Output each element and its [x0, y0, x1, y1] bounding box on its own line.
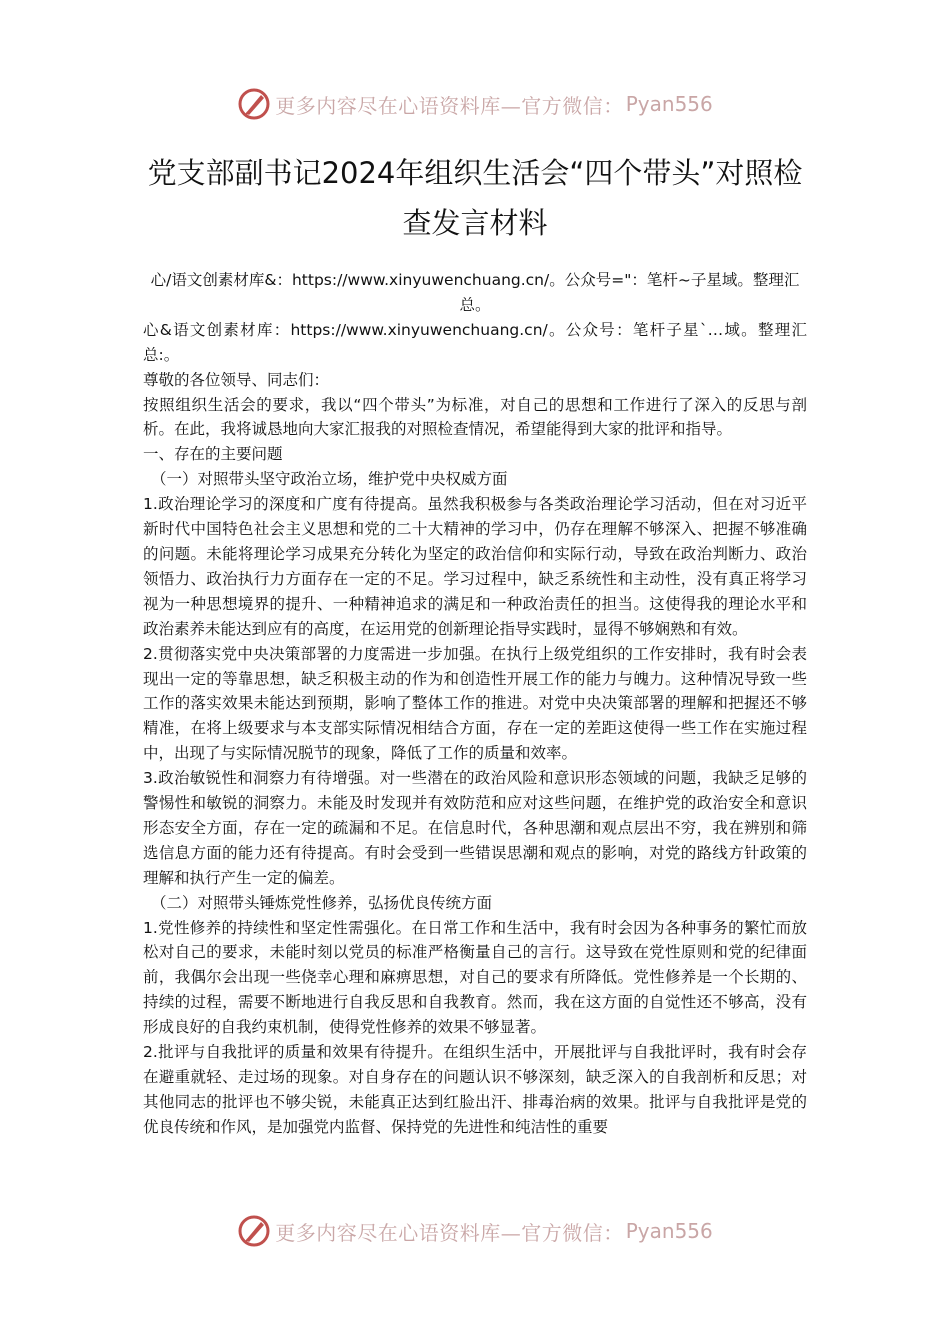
- header-watermark-banner: [0, 84, 950, 124]
- paragraph: 2.贯彻落实党中央决策部署的力度需进一步加强。在执行上级党组织的工作安排时，我有时会表现出一定的等靠思想，缺乏积极主动的作为和创造性开展工作的能力与魄力。这种情况导致一些工作的落实效果未能达到预期，影响了整体工作的推进。对党中央决策部署的理解和把握还不够精准，在将上级要求与本支部实际情况相结合方面，存在一定的差距这使得一些工作在实施过程中，出现了与实际情况脱节的现象，降低了工作的质量和效率。: [143, 644, 807, 763]
- document-body: [143, 268, 807, 1140]
- paragraph: 2.批评与自我批评的质量和效果有待提升。在组织生活中，开展批评与自我批评时，我有时会存在避重就轻、走过场的现象。对自身存在的问题认识不够深刻，缺乏深入的自我剖析和反思；对其他同志的批评也不够尖锐，未能真正达到红脸出汗、排毒治病的效果。批评与自我批评是党的优良传统和作风，是加强党内监督、保持党的先进性和纯洁性的重要: [143, 1043, 807, 1136]
- document-title: 党支部副书记2024年组织生活会“四个带头”对照检查发言材料: [147, 156, 803, 240]
- banner-text: 更多内容尽在心语资料库—官方微信：: [275, 1220, 624, 1245]
- source-line: 心&语文创素材库：https://www.xinyuwenchuang.cn/。公众号：笔杆子星`…域。整理汇总:。: [143, 320, 807, 364]
- banner-wechat-id: Pyan556: [625, 92, 713, 116]
- intro-paragraph: 按照组织生活会的要求，我以“四个带头”为标准，对自己的思想和工作进行了深入的反思与剖析。在此，我将诚恳地向大家汇报我的对照检查情况，希望能得到大家的批评和指导。: [143, 395, 807, 439]
- feather-pen-logo-icon: [237, 87, 271, 121]
- subsection-heading: （一）对照带头坚守政治立场，维护党中央权威方面: [151, 470, 508, 489]
- banner-text: 更多内容尽在心语资料库—官方微信：: [275, 93, 624, 118]
- section-heading: 一、存在的主要问题: [143, 445, 283, 464]
- source-line: 心/语文创素材库&：https://www.xinyuwenchuang.cn/。公众号="：笔杆~子星域。整理汇总。: [150, 271, 800, 314]
- paragraph: 1.政治理论学习的深度和广度有待提高。虽然我积极参与各类政治理论学习活动，但在对习近平新时代中国特色社会主义思想和党的二十大精神的学习中，仍存在理解不够深入、把握不够准确的问题。未能将理论学习成果充分转化为坚定的政治信仰和实际行动，导致在政治判断力、政治领悟力、政治执行力方面存在一定的不足。学习过程中，缺乏系统性和主动性，没有真正将学习视为一种思想境界的提升、一种精神追求的满足和一种政治责任的担当。这使得我的理论水平和政治素养未能达到应有的高度，在运用党的创新理论指导实践时，显得不够娴熟和有效。: [143, 495, 807, 638]
- paragraph: 1.党性修养的持续性和坚定性需强化。在日常工作和生活中，我有时会因为各种事务的繁忙而放松对自己的要求，未能时刻以党员的标准严格衡量自己的言行。这导致在党性原则和党的纪律面前，我偶尔会出现一些侥幸心理和麻痹思想，对自己的要求有所降低。党性修养是一个长期的、持续的过程，需要不断地进行自我反思和自我教育。然而，我在这方面的自觉性还不够高，没有形成良好的自我约束机制，使得党性修养的效果不够显著。: [143, 918, 807, 1037]
- footer-watermark-banner: [0, 1211, 950, 1251]
- banner-wechat-id: Pyan556: [625, 1219, 713, 1243]
- feather-pen-logo-icon: [237, 1214, 271, 1248]
- greeting: 尊敬的各位领导、同志们：: [143, 370, 330, 389]
- paragraph: 3.政治敏锐性和洞察力有待增强。对一些潜在的政治风险和意识形态领域的问题，我缺乏足够的警惕性和敏锐的洞察力。未能及时发现并有效防范和应对这些问题，在维护党的政治安全和意识形态安全方面，存在一定的疏漏和不足。在信息时代，各种思潮和观点层出不穷，我在辨别和筛选信息方面的能力还有待提高。有时会受到一些错误思潮和观点的影响，对党的路线方针政策的理解和执行产生一定的偏差。: [143, 769, 807, 887]
- subsection-heading: （二）对照带头锤炼党性修养，弘扬优良传统方面: [151, 893, 493, 912]
